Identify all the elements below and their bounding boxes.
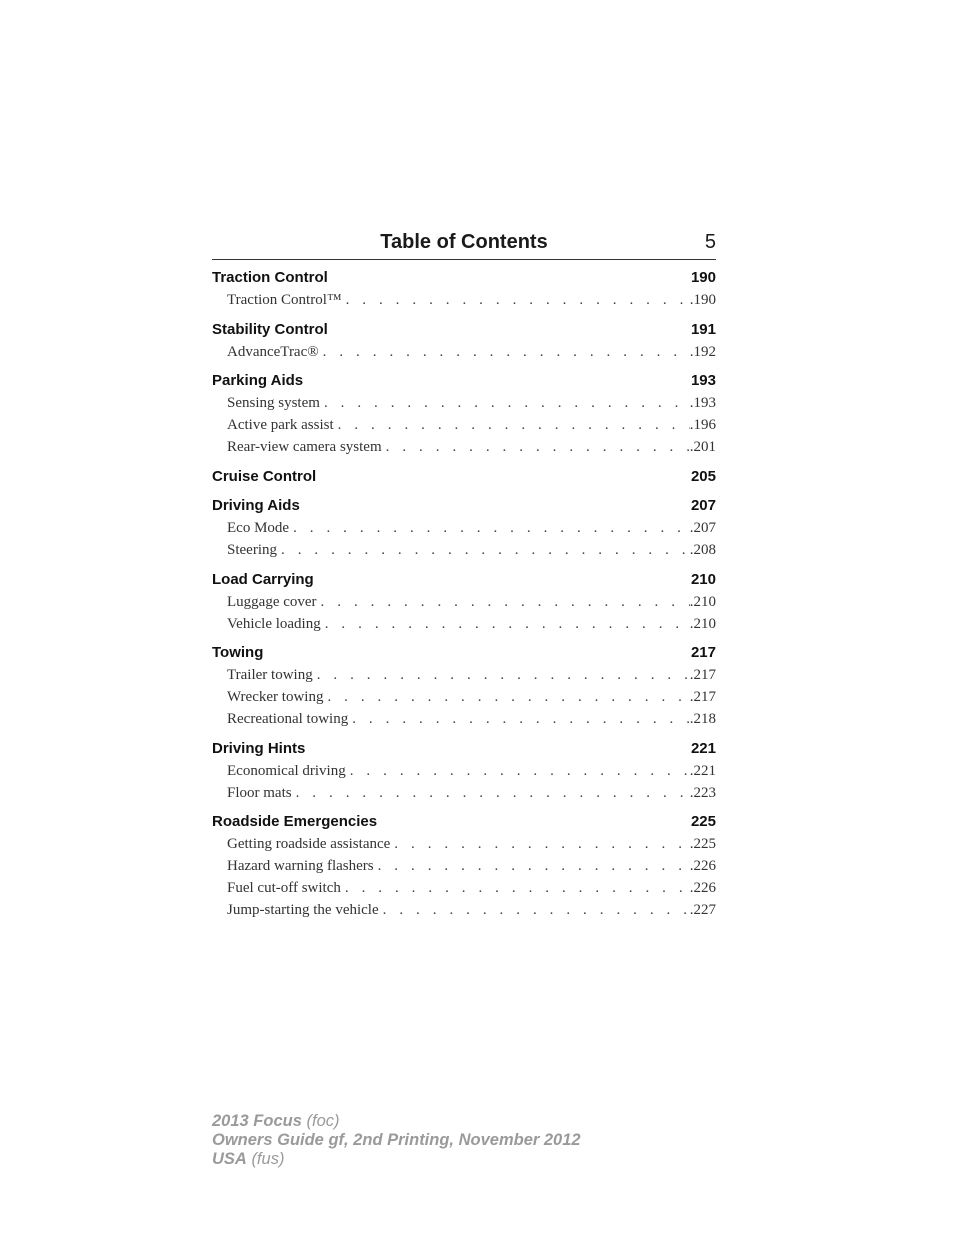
dot-leader [323,686,689,708]
toc-entry[interactable] [212,782,716,804]
toc-entry-page: .210 [689,615,716,632]
toc-entry-label: AdvanceTrac® [227,343,319,360]
toc-section-title: Driving Hints [212,739,306,757]
dot-leader [348,708,690,730]
toc-entry-page: .221 [689,762,716,779]
toc-section [212,642,716,730]
toc-entry[interactable] [212,686,716,708]
toc-entry[interactable] [212,341,716,363]
toc-entry-label: Floor mats [227,784,292,801]
toc-section [212,319,716,363]
document-footer [212,1112,581,1169]
toc-section-title: Stability Control [212,320,328,338]
toc-entry[interactable] [212,392,716,414]
toc-section-page: 190 [690,269,716,286]
page-number: 5 [704,231,716,253]
footer-market: USA [212,1150,247,1168]
toc-entry[interactable] [212,436,716,458]
dot-leader [341,877,690,899]
toc-entry-page: .225 [689,836,716,852]
toc-section-title: Load Carrying [212,570,314,588]
dot-leader [320,392,690,414]
footer-market-code: (fus) [251,1150,285,1168]
toc-entry-page: .196 [689,417,716,433]
footer-model: 2013 Focus [212,1112,302,1130]
toc-entry-label: Traction Control™ [227,292,342,308]
toc-entry-label: Steering [227,542,277,558]
toc-entry-page: .226 [689,858,716,874]
toc-entry-page: .190 [689,292,716,308]
toc-section-title: Roadside Emergencies [212,813,378,830]
toc-section-heading[interactable] [212,495,716,517]
toc-entry-page: .192 [689,343,716,360]
dot-leader [334,414,690,436]
toc-section-page: 217 [690,644,716,661]
toc-section-page: 225 [690,813,716,830]
toc-section-page: 191 [690,320,716,338]
toc-section-page: 207 [690,497,716,514]
toc-entry[interactable] [212,539,716,561]
toc-entry-page: .210 [689,593,716,610]
toc-entry-label: Vehicle loading [227,615,321,632]
footer-guide: Owners Guide gf, 2nd Printing, November 2012 [212,1131,581,1149]
toc-entry-label: Wrecker towing [227,689,324,705]
toc-entry[interactable] [212,833,716,855]
toc-section [212,466,716,488]
toc-section [212,569,716,635]
toc-section-heading[interactable] [212,738,716,760]
dot-leader [321,613,690,635]
toc-entry[interactable] [212,591,716,613]
toc-entry-page: .218 [689,711,716,727]
toc-section-heading[interactable] [212,370,716,392]
page-header [212,229,716,260]
toc-section-page: 205 [690,467,716,485]
toc-entry-page: .201 [689,439,716,455]
toc-entry-label: Trailer towing [227,667,313,683]
toc-entry-label: Jump-starting the vehicle [227,902,379,918]
dot-leader [277,539,690,561]
toc-entry-label: Fuel cut-off switch [227,880,341,896]
dot-leader [292,782,690,804]
dot-leader [313,664,690,686]
toc-entry-page: .217 [689,689,716,705]
dot-leader [374,855,690,877]
toc-section [212,811,716,921]
toc-entry-page: .217 [689,667,716,683]
toc-entry-label: Getting roadside assistance [227,836,391,852]
toc-section-heading[interactable] [212,811,716,833]
toc-section-title: Parking Aids [212,372,304,389]
toc-entry-page: .227 [689,902,716,918]
toc-entry[interactable] [212,877,716,899]
toc-entry-page: .226 [689,880,716,896]
toc-entry[interactable] [212,613,716,635]
page-title: Table of Contents [380,231,548,253]
footer-market-line [212,1150,581,1169]
toc-entry[interactable] [212,414,716,436]
toc-section-title: Towing [212,644,264,661]
toc-section-heading[interactable] [212,642,716,664]
toc-entry[interactable] [212,664,716,686]
toc-entry-label: Rear-view camera system [227,439,382,455]
toc-section-page: 221 [690,739,716,757]
toc-section-heading[interactable] [212,569,716,591]
toc-entry-label: Eco Mode [227,520,290,536]
toc-section [212,370,716,458]
toc-section-title: Cruise Control [212,467,317,485]
toc-entry[interactable] [212,517,716,539]
toc-section-title: Driving Aids [212,497,300,514]
toc-section-page: 210 [690,570,716,588]
toc-entry-page: .193 [689,395,716,411]
toc-entry[interactable] [212,289,716,311]
footer-model-code: (foc) [306,1112,340,1130]
dot-leader [382,436,690,458]
toc-entry-label: Luggage cover [227,593,317,610]
toc-section-heading[interactable] [212,319,716,341]
footer-model-line [212,1112,581,1131]
dot-leader [379,899,690,921]
toc-entry[interactable] [212,760,716,782]
toc-entry-page: .223 [689,784,716,801]
toc-entry-page: .208 [689,542,716,558]
dot-leader [289,517,690,539]
toc-section-page: 193 [690,372,716,389]
toc-section [212,495,716,561]
toc-section-heading[interactable] [212,267,716,289]
dot-leader [317,591,690,613]
toc-entry-label: Active park assist [227,417,334,433]
dot-leader [390,833,689,855]
toc-entry-page: .207 [689,520,716,536]
dot-leader [319,341,690,363]
toc-entry-label: Hazard warning flashers [227,858,374,874]
toc-section [212,738,716,804]
toc-entry[interactable] [212,899,716,921]
toc-entry-label: Sensing system [227,395,320,411]
toc-entry[interactable] [212,855,716,877]
toc-section [212,267,716,311]
toc-section-heading[interactable] [212,466,716,488]
table-of-contents [212,267,716,921]
toc-entry-label: Economical driving [227,762,346,779]
toc-entry[interactable] [212,708,716,730]
dot-leader [346,760,690,782]
toc-entry-label: Recreational towing [227,711,349,727]
dot-leader [342,289,690,311]
toc-section-title: Traction Control [212,269,328,286]
